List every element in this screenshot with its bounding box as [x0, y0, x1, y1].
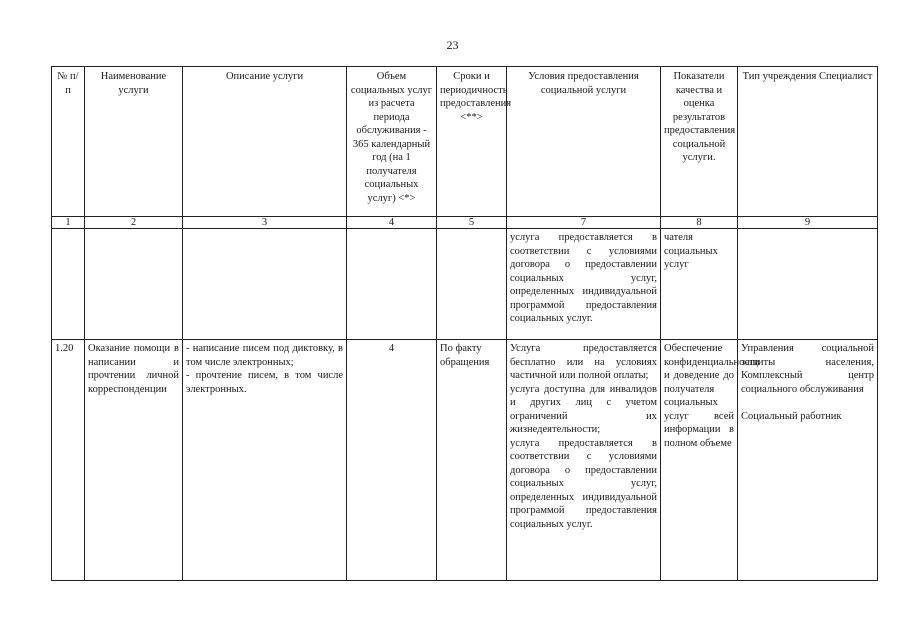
- header-volume: Объем социальных услуг из расчета периода обслуживания - 365 календарный год (на 1 получателя социальных услуг) <*>: [347, 67, 437, 217]
- services-table: [51, 66, 878, 581]
- row-num: 1.20: [52, 340, 85, 581]
- empty-cell: [437, 229, 507, 340]
- specialist: Социальный работник: [741, 411, 842, 422]
- empty-cell: [347, 229, 437, 340]
- column-number: 1: [52, 217, 85, 229]
- header-conditions: Условия предоставления социальной услуги: [507, 67, 661, 217]
- service-terms: По факту обращения: [437, 340, 507, 581]
- empty-cell: [183, 229, 347, 340]
- empty-cell: [52, 229, 85, 340]
- service-name: Оказание помощи в написании и прочтении личной корреспонденции: [85, 340, 183, 581]
- header-quality: Показатели качества и оценка результатов предоставления социальной услуги.: [661, 67, 738, 217]
- header-name: Наименование услуги: [85, 67, 183, 217]
- header-num: № п/п: [52, 67, 85, 217]
- service-conditions: [507, 340, 661, 581]
- service-quality: Обеспечение конфиденциальности и доведение до получателя социальных услуг всей информации в полном объеме: [661, 340, 738, 581]
- column-numbers-row: [52, 217, 878, 229]
- column-number: 4: [347, 217, 437, 229]
- conditions-line: услуга предоставляется в соответствии с условиями договора о предоставлении социальных услуг, определенных индивидуальной программой предоставления социальных услуг.: [510, 437, 657, 530]
- column-number: 5: [437, 217, 507, 229]
- header-terms: Сроки и периодичность предоставления <**>: [437, 67, 507, 217]
- table-row-continuation: [52, 229, 878, 340]
- column-number: 9: [738, 217, 878, 229]
- table-header-row: [52, 67, 878, 217]
- continuation-conditions: услуга предоставляется в соответствии с условиями договора о предоставлении социальных услуг, определенных индивидуальной программой предоставления социальных услуг.: [507, 229, 661, 340]
- column-number: 7: [507, 217, 661, 229]
- service-volume: 4: [347, 340, 437, 581]
- conditions-line: услуга доступна для инвалидов и других лиц с учетом ограничений их жизнедеятельности;: [510, 383, 657, 435]
- service-description: [183, 340, 347, 581]
- institution-type: Управления социальной защиты населения, Комплексный центр социального обслуживания: [741, 343, 874, 395]
- description-line: - написание писем под диктовку, в том числе электронных;: [186, 343, 343, 368]
- continuation-quality: чателя социальных услуг: [661, 229, 738, 340]
- service-institution: [738, 340, 878, 581]
- header-description: Описание услуги: [183, 67, 347, 217]
- conditions-line: Услуга предоставляется бесплатно или на условиях частичной или полной оплаты;: [510, 343, 657, 381]
- header-institution: Тип учреждения Специалист: [738, 67, 878, 217]
- page-number: 23: [446, 38, 459, 52]
- table-row: [52, 340, 878, 581]
- description-line: - прочтение писем, в том числе электронных.: [186, 370, 343, 395]
- column-number: 3: [183, 217, 347, 229]
- column-number: 2: [85, 217, 183, 229]
- empty-cell: [738, 229, 878, 340]
- empty-cell: [85, 229, 183, 340]
- column-number: 8: [661, 217, 738, 229]
